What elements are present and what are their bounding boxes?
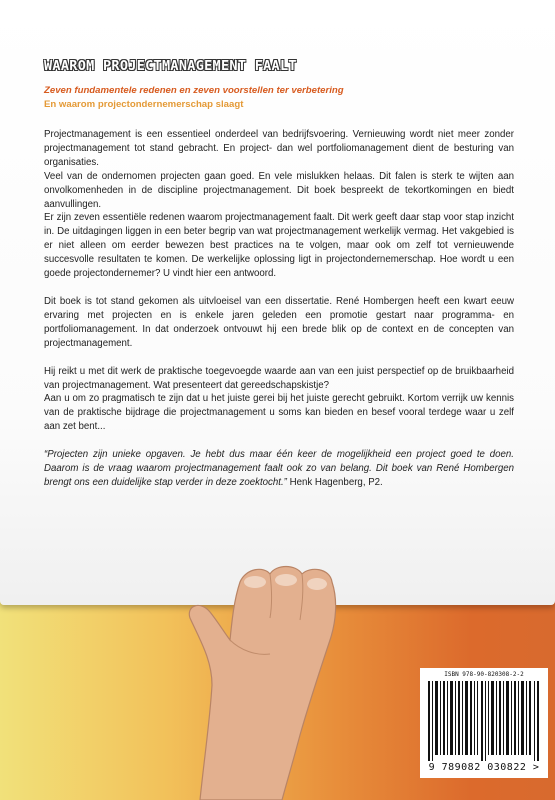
cover-subtitle: Zeven fundamentele redenen en zeven voorstellen ter verbetering (44, 85, 344, 96)
blurb-paragraph-3: Er zijn zeven essentiële redenen waarom projectmanagement faalt. Dit werk geeft daar stap voor stap inzicht in. De uitdagingen liggen in een beter begrip van wat projectmanagement werkelijk vermag. Het vakgebied is er niet alleen om eerder bewezen best practices na te volgen, maar ook om zelf tot vernieuwende succesvolle resultaten te komen. De werkelijke oplossing ligt in projectondernemerschap. Hoe wordt u een goede projectondernemer? U vindt hier een antwoord. (44, 212, 514, 280)
blurb-paragraph-4: Dit boek is tot stand gekomen als uitvloeisel van een dissertatie. René Hombergen heeft een kwart eeuw ervaring met projecten en is enkele jaren geleden een promotie gestart naar programma- en portfoliomanagement. In dat onderzoek ontvouwt hij een brede blik op de context en de concepten van projectmanagement. (44, 295, 514, 349)
quote-text: “Projecten zijn unieke opgaven. Je hebt dus maar één keer de mogelijkheid een project goed te doen. Daarom is de vraag waarom projectmanagement faalt ook zo van belang. Dit boek van René Hombergen brengt ons een duidelijke stap verder in deze zoektocht.” (44, 449, 514, 488)
barcode-number: 9 789082 030822 > (428, 762, 540, 773)
blurb-paragraph-2: Veel van de ondernomen projecten gaan goed. En vele mislukken helaas. Dit falen is sterk te wijten aan onvolkomenheden in de discipline projectmanagement. Dit boek bespreekt de tekortkomingen en biedt aanvullingen. (44, 170, 514, 210)
cover-title: WAAROM PROJECTMANAGEMENT FAALT (44, 58, 297, 74)
barcode-area (420, 668, 548, 778)
blurb-paragraph-6: Aan u om zo pragmatisch te zijn dat u het juiste gerei bij het juiste gerecht gebruikt. Kortom verrijk uw kennis van de praktische bijdrage die projectmanagement u soms kan bieden en besef vooral terdege waar u zelf aan zet bent... (44, 393, 514, 433)
barcode-icon (428, 681, 540, 761)
isbn-label: ISBN 978-90-820308-2-2 (444, 671, 524, 678)
quote-author: Henk Hagenberg, P2. (289, 476, 383, 488)
hand-holding-paper-icon (160, 560, 390, 800)
cover-tagline: En waarom projectondernemerschap slaagt (44, 99, 244, 110)
endorsement-quote (44, 448, 514, 490)
blurb-paragraph-5: Hij reikt u met dit werk de praktische toegevoegde waarde aan van een juist perspectief op de bruikbaarheid van projectmanagement. Wat presenteert dat gereedschapskistje? (44, 365, 514, 391)
blurb-text (44, 128, 514, 490)
blurb-paragraph-1: Projectmanagement is een essentieel onderdeel van bedrijfsvoering. Vernieuwing wordt niet meer zonder projectmanagement tot stand gebracht. En project- dan wel portfoliomanagement dient de besturing van organisaties. (44, 129, 514, 168)
